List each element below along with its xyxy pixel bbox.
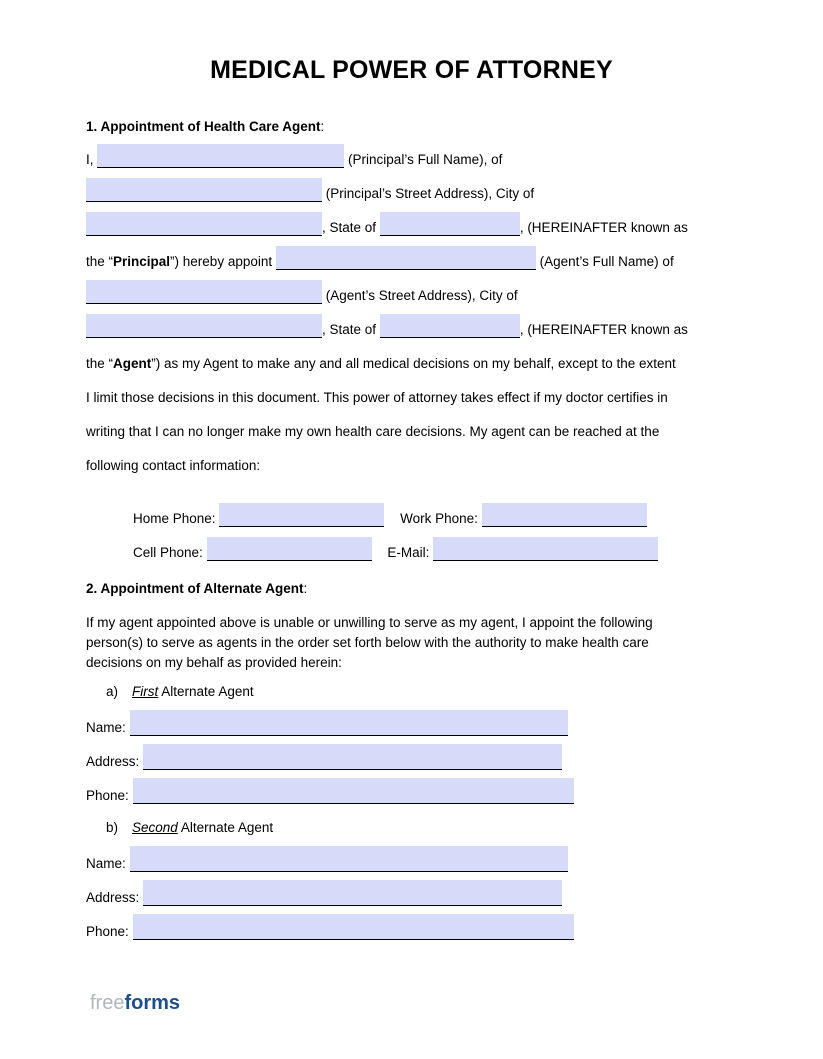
first-alternate-name-field[interactable] [130,710,568,736]
home-phone-field[interactable] [219,503,384,527]
contact-row-2 [86,536,737,570]
second-alternate-phone-field[interactable] [133,914,574,940]
second-alternate-name-field[interactable] [130,846,568,872]
line-text: , State of [322,322,377,337]
address-label: Address: [86,890,140,905]
agent-street-address-field[interactable] [86,280,322,304]
first-alternate-address-field[interactable] [143,744,562,770]
line-text: ”) hereby appoint [170,254,273,269]
line-text: , (HEREINAFTER known as [519,220,688,235]
section1-heading-colon: : [320,119,325,134]
body-paragraph-line: I limit those decisions in this document. This power of attorney takes effect if my doctor certifies in [86,390,668,405]
line-text: I, [86,152,94,167]
agent-full-name-field[interactable] [276,246,536,270]
second-alternate-address-field[interactable] [143,880,562,906]
principal-state-field[interactable] [380,212,520,236]
first-alternate-address-line [86,744,737,778]
agent-city-field[interactable] [86,314,322,338]
line-text: the “ [86,356,114,371]
home-phone-label: Home Phone: [133,511,216,526]
agent-state-field[interactable] [380,314,520,338]
line-text: (Agent’s Street Address), City of [325,288,518,303]
line-text: Alternate Agent [180,820,274,835]
freeforms-logo [90,991,180,1015]
document-body [0,118,823,948]
name-label: Name: [86,856,126,871]
second-alternate-agent-heading [86,818,737,838]
section1-heading [86,118,737,135]
body-paragraph-line: writing that I can no longer make my own health care decisions. My agent can be reached at the [86,424,660,439]
body-paragraph-line [86,347,737,381]
phone-label: Phone: [86,924,129,939]
second-alternate-phone-line [86,914,737,948]
section2-heading-text: 2. Appointment of Alternate Agent [86,581,304,596]
agent-order-qualifier: Second [132,820,178,835]
first-alternate-agent-heading [86,682,737,702]
list-letter: b) [106,820,119,835]
line-text: ”) as my Agent to make any and all medical decisions on my behalf, except to the extent [151,356,676,371]
agent-city-state-line [86,313,737,347]
agent-order-qualifier: First [132,684,159,699]
section2-heading-colon: : [303,581,308,596]
principal-street-line [86,177,737,211]
section2-paragraph-line: decisions on my behalf as provided herein: [86,655,342,670]
line-text: Alternate Agent [161,684,254,699]
line-text: (Principal’s Full Name), of [348,152,503,167]
principal-full-name-field[interactable] [97,144,344,168]
second-alternate-name-line [86,846,737,880]
first-alternate-phone-field[interactable] [133,778,574,804]
principal-name-line [86,143,737,177]
principal-term: Principal [113,254,171,269]
body-paragraph-line: following contact information: [86,458,261,473]
address-label: Address: [86,754,140,769]
line-text: , State of [322,220,377,235]
line-text: the “ [86,254,114,269]
agent-street-line [86,279,737,313]
name-label: Name: [86,720,126,735]
line-text: (Principal’s Street Address), City of [325,186,535,201]
list-letter: a) [106,684,119,699]
work-phone-label: Work Phone: [400,511,478,526]
section2-paragraph-line: If my agent appointed above is unable or unwilling to serve as my agent, I appoint the following [86,615,653,630]
section1-heading-text: 1. Appointment of Health Care Agent [86,119,321,134]
principal-city-state-line [86,211,737,245]
first-alternate-phone-line [86,778,737,812]
second-alternate-address-line [86,880,737,914]
agent-appointment-line [86,245,737,279]
email-label: E-Mail: [387,545,430,560]
phone-label: Phone: [86,788,129,803]
line-text: , (HEREINAFTER known as [519,322,688,337]
cell-phone-label: Cell Phone: [133,545,203,560]
logo-free-text: free [90,992,125,1014]
line-text: (Agent’s Full Name) of [539,254,674,269]
principal-city-field[interactable] [86,212,322,236]
logo-forms-text: forms [124,992,181,1014]
cell-phone-field[interactable] [207,537,372,561]
work-phone-field[interactable] [482,503,647,527]
section2-heading [86,580,737,597]
section2-paragraph-line: person(s) to serve as agents in the order set forth below with the authority to make health care [86,635,649,650]
principal-street-address-field[interactable] [86,178,322,202]
email-field[interactable] [433,537,658,561]
contact-row-1 [86,502,737,536]
first-alternate-name-line [86,710,737,744]
agent-term: Agent [113,356,152,371]
page-title: MEDICAL POWER OF ATTORNEY [210,56,613,84]
